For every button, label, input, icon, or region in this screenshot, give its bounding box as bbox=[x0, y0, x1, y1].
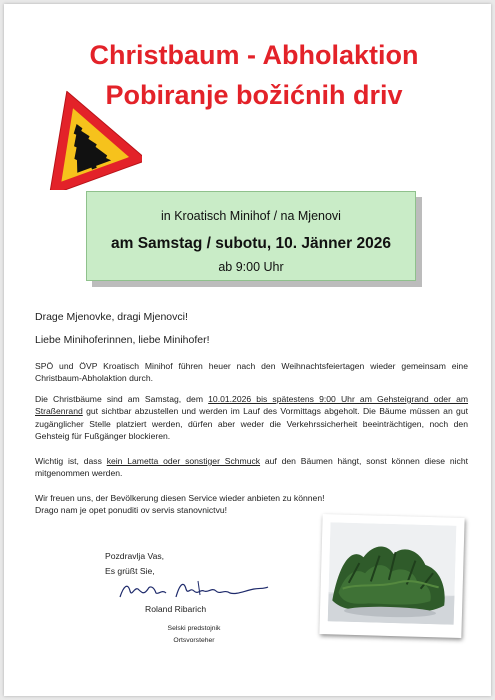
paragraph-thanks-german: Wir freuen uns, der Bevölkerung diesen Service wieder anbieten zu können! bbox=[35, 493, 325, 503]
paragraph-warning bbox=[35, 455, 468, 480]
greeting-german: Liebe Minihoferinnen, liebe Minihofer! bbox=[35, 334, 210, 346]
handwritten-signature bbox=[114, 577, 274, 603]
info-time: ab 9:00 Uhr bbox=[218, 260, 284, 274]
page-subtitle: Pobiranje božićnih driv bbox=[105, 80, 403, 110]
signer-name: Roland Ribarich bbox=[145, 604, 207, 614]
paragraph-instructions-rest: gut sichtbar abzustellen und werden im Lauf des Vormittags abgeholt. Die Bäume müssen an gut zugänglicher Stelle platziert werden, dürfen aber weder die Verkehrssicherheit beeinträchtigen, noch den Gehsteig für Fußgänger blockieren. bbox=[35, 406, 468, 442]
page-title: Christbaum - Abholaktion bbox=[89, 40, 419, 70]
info-location: in Kroatisch Minihof / na Mjenovi bbox=[161, 209, 341, 223]
tree-photo-image bbox=[328, 522, 457, 624]
closing-german: Es grüßt Sie, bbox=[105, 566, 155, 576]
closing-croatian: Pozdravlja Vas, bbox=[105, 551, 165, 561]
christmas-tree-photo bbox=[319, 514, 464, 638]
greeting-croatian: Drage Mjenovke, dragi Mjenovci! bbox=[35, 311, 188, 323]
document-page bbox=[4, 4, 491, 696]
info-date: am Samstag / subotu, 10. Jänner 2026 bbox=[111, 235, 391, 252]
info-box bbox=[86, 191, 416, 281]
no-decoration-text: kein Lametta oder sonstiger Schmuck bbox=[106, 456, 261, 466]
paragraph-instructions-text: Die Christbäume sind am Samstag, dem bbox=[35, 394, 209, 404]
paragraph-intro: SPÖ und ÖVP Kroatisch Minihof führen heuer nach den Weihnachtsfeiertagen wieder gemeinsam eine Christbaum-Abholaktion durch. bbox=[35, 361, 468, 384]
signer-title-german: Ortsvorsteher bbox=[173, 637, 215, 644]
deadline-text: 10.01.2026 bis spätestens 9:00 Uhr am Gehsteigrand oder am Straßenrand bbox=[35, 394, 469, 417]
paragraph-instructions bbox=[35, 393, 468, 443]
paragraph-warning-text: Wichtig ist, dass bbox=[35, 456, 107, 466]
triangle-warning-icon bbox=[30, 82, 142, 190]
paragraph-warning-rest: auf den Bäumen hängt, sonst können diese nicht mitgenommen werden. bbox=[35, 456, 469, 479]
paragraph-thanks-croatian: Drago nam je opet ponuditi ov servis stanovnictvu! bbox=[35, 505, 228, 515]
signer-title-croatian: Selski predstojnik bbox=[167, 625, 221, 632]
